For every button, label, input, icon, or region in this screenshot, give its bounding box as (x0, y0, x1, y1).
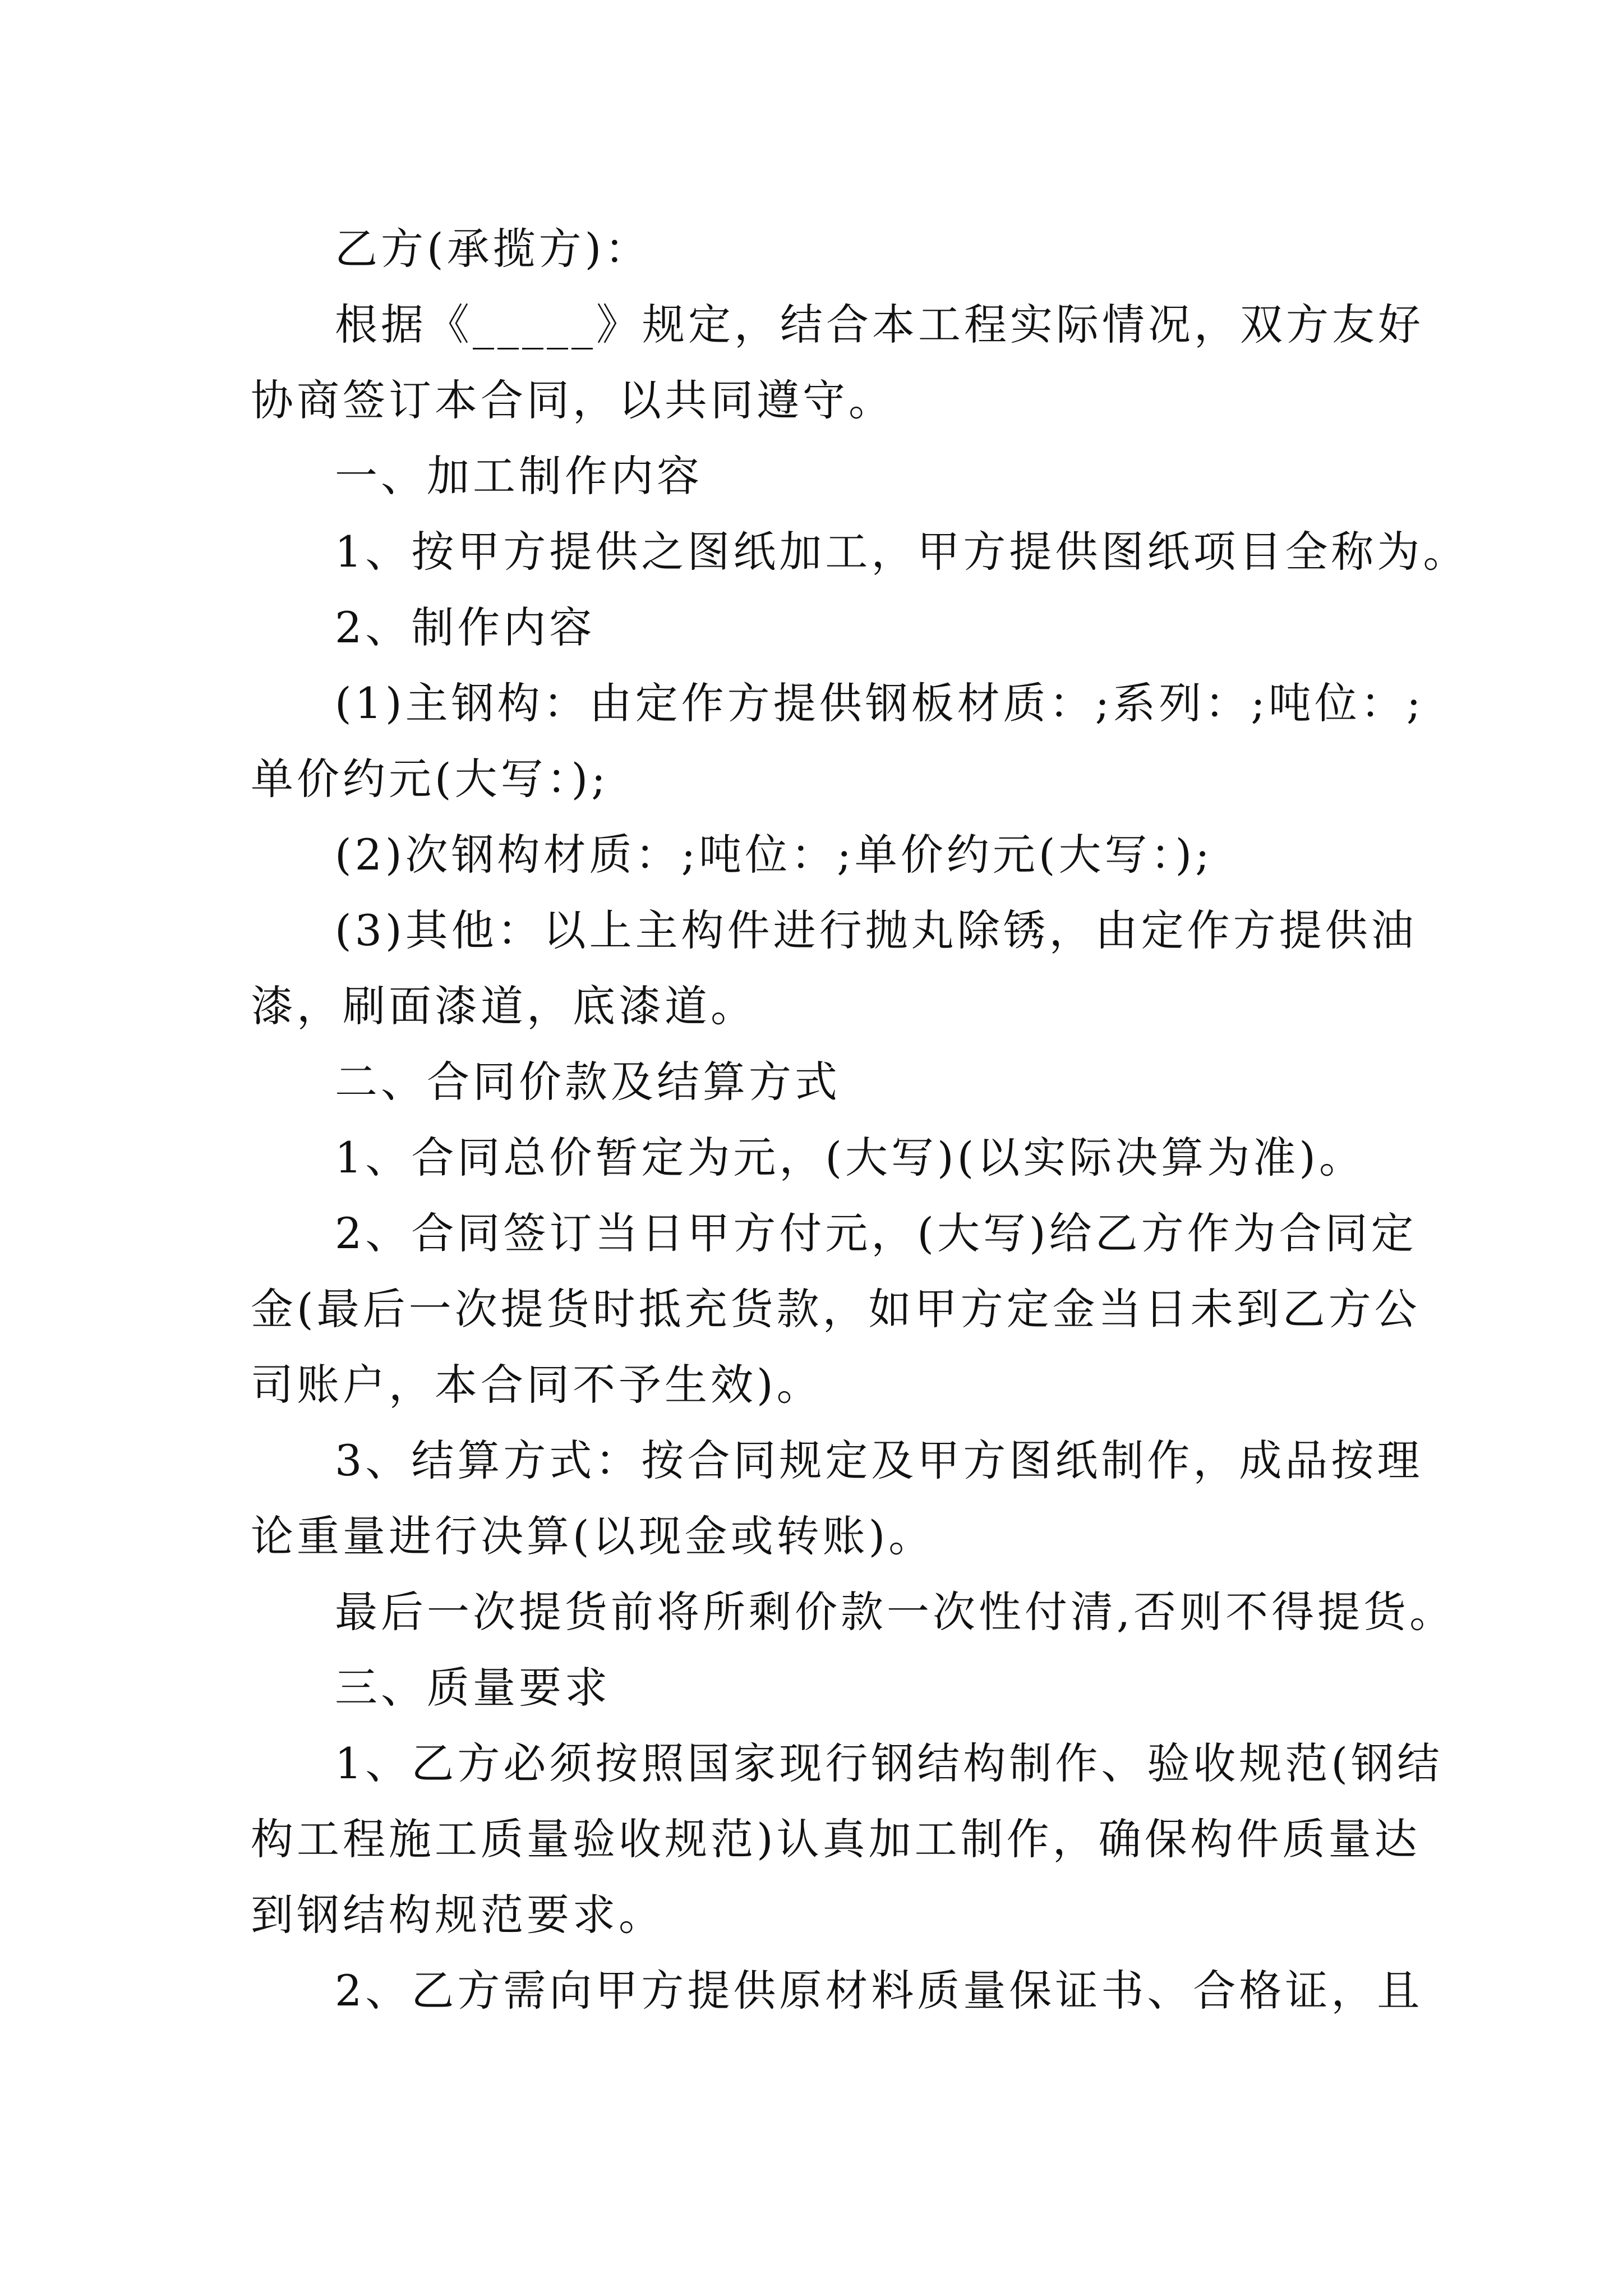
paragraph-line: 根据《_____》规定，结合本工程实际情况，双方友好 (335, 300, 1424, 349)
paragraph-line: 到钢结构规范要求。 (251, 1890, 665, 1940)
paragraph-line: 司账户，本合同不予生效)。 (251, 1360, 823, 1410)
paragraph-line: (1)主钢构：由定作方提供钢板材质：;系列：;吨位：; (335, 678, 1424, 728)
paragraph-line: 最后一次提货前将所剩价款一次性付清,否则不得提货。 (335, 1587, 1456, 1637)
paragraph-line: 2、制作内容 (335, 602, 596, 652)
paragraph-line: 协商签订本合同，以共同遵守。 (251, 375, 895, 425)
paragraph-line: 金(最后一次提货时抵充货款，如甲方定金当日未到乙方公 (251, 1284, 1421, 1334)
paragraph-line: 1、合同总价暂定为元，(大写)(以实际决算为准)。 (335, 1133, 1365, 1182)
document-body (251, 211, 1469, 2028)
paragraph-line: 1、乙方必须按照国家现行钢结构制作、验收规范(钢结 (335, 1738, 1444, 1788)
paragraph-line: 1、按甲方提供之图纸加工，甲方提供图纸项目全称为。 (335, 527, 1469, 577)
section-heading: 三、质量要求 (335, 1663, 611, 1713)
paragraph-line: 乙方(承揽方)： (335, 224, 651, 274)
section-heading: 二、合同价款及结算方式 (335, 1057, 841, 1107)
section-heading: 一、加工制作内容 (335, 451, 703, 501)
paragraph-line: 3、结算方式：按合同规定及甲方图纸制作，成品按理 (335, 1435, 1423, 1485)
paragraph-line: 构工程施工质量验收规范)认真加工制作，确保构件质量达 (251, 1814, 1421, 1864)
paragraph-line: 2、乙方需向甲方提供原材料质量保证书、合格证，且 (335, 1966, 1423, 2016)
paragraph-line: (2)次钢构材质：;吨位：;单价约元(大写：); (335, 830, 1213, 880)
paragraph-line: 论重量进行决算(以现金或转账)。 (251, 1511, 935, 1561)
paragraph-line: 2、合同签订当日甲方付元，(大写)给乙方作为合同定 (335, 1208, 1417, 1258)
paragraph-line: 单价约元(大写：); (251, 754, 609, 804)
paragraph-line: (3)其他：以上主构件进行抛丸除锈，由定作方提供油 (335, 905, 1417, 955)
paragraph-line: 漆，刷面漆道，底漆道。 (251, 981, 757, 1031)
